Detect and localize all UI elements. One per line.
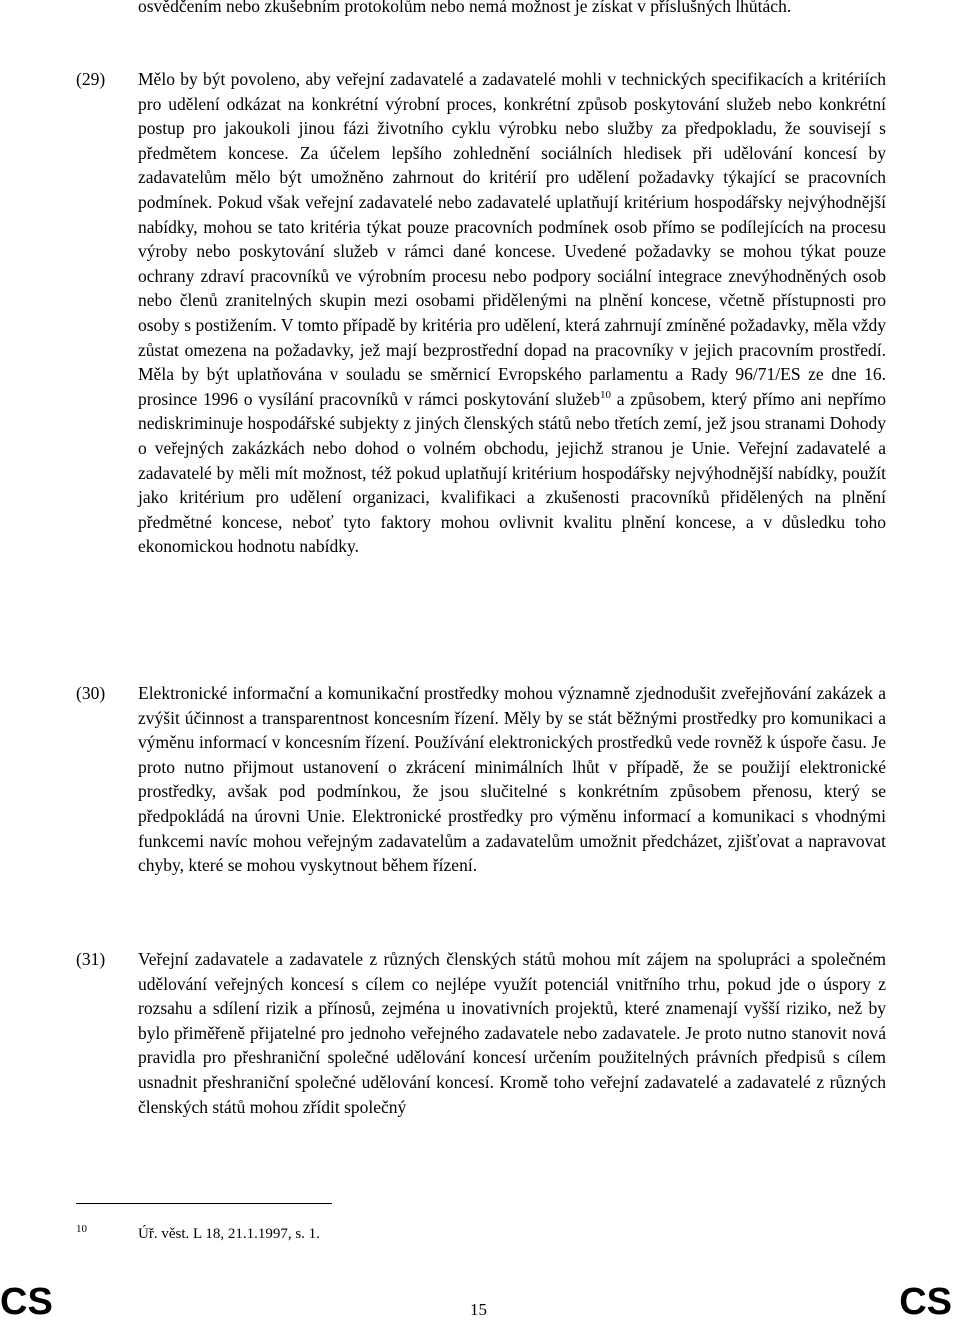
paragraph-text: Elektronické informační a komunikační prostředky mohou významně zjednodušit zveřejňování zakázek a zvýšit účinnost a transparentnost koncesním řízení. Měly by se stát běžnými prostředky pro komunikaci a výměnu informací v koncesním řízení. Používání elektronických prostředků vede rovněž k úspoře času. Je proto nutno přijmout ustanovení o zkrácení minimálních lhůt v případě, že se použijí elektronické prostředky, avšak pod podmínkou, že jsou slučitelné s konkrétním způsobem přenosu, který se předpokládá na úrovni Unie. Elektronické prostředky pro výměnu informací a komunikaci s vhodnými funkcemi navíc mohou veřejným zadavatelům a zadavatelům umožnit předcházet, zjišťovat a napravovat chyby, které se mohou vyskytnout během řízení. bbox=[138, 683, 886, 876]
paragraph-number: (29) bbox=[76, 69, 106, 89]
paragraph-number: (31) bbox=[76, 949, 106, 969]
paragraph-text: Veřejní zadavatele a zadavatele z různých členských států mohou mít zájem na spolupráci a společném udělování veřejných koncesí s cílem co nejlépe využít potenciál vnitřního trhu, pokud jde o úspory z rozsahu a sdílení rizik a přínosů, zejména u inovativních projektů, které znamenají vyšší riziko, než by bylo přiměřeně přijatelné pro jednoho veřejného zadavatele nebo zadavatele. Je proto nutno stanovit nová pravidla pro přeshraniční společné udělování koncesí určením použitelných právních předpisů s cílem usnadnit přeshraniční společné udělování koncesí. Kromě toho veřejní zadavatelé a zadavatelé z různých členských států mohou zřídit společný bbox=[138, 949, 886, 1117]
footnote-separator bbox=[76, 1203, 332, 1204]
footnote-reference[interactable]: 10 bbox=[599, 388, 611, 401]
language-code-left: CS bbox=[0, 1281, 53, 1323]
paragraph-text-part-1: Mělo by být povoleno, aby veřejní zadavatelé a zadavatelé mohli v technických specifikacích a kritériích pro udělení odkázat na konkrétní výrobní proces, konkrétní způsob poskytování služeb nebo konkrétní postup pro jakoukoli jinou fázi životního cyklu výrobku nebo služby za předpokladu, že souvisejí s předmětem koncese. Za účelem lepšího zohlednění sociálních hledisek při udělování koncesí by zadavatelům mělo být umožněno zahrnout do kritérií pro udělení požadavky týkající se pracovních podmínek. Pokud však veřejní zadavatelé nebo zadavatelé uplatňují kritérium hospodářsky nejvýhodnější nabídky, mohou se tato kritéria týkat pouze pracovních podmínek osob přímo se podílejících na procesu výroby nebo poskytování služeb v rámci dané koncese. Uvedené požadavky se mohou týkat pouze ochrany zdraví pracovníků ve výrobním procesu nebo podpory sociální integrace znevýhodněných osob nebo členů zranitelných skupin mezi osobami přidělenými na plnění koncese, včetně přístupnosti pro osoby s postižením. V tomto případě by kritéria pro udělení, která zahrnují zmíněné požadavky, měla vždy zůstat omezena na požadavky, jež mají bezprostřední dopad na pracovníky v jejich pracovním prostředí. Měla by být uplatňována v souladu se směrnicí Evropského parlamentu a Rady 96/71/ES ze dne 16. prosince 1996 o vysílání pracovníků v rámci poskytování služeb bbox=[138, 69, 886, 409]
language-code-right: CS bbox=[899, 1281, 952, 1323]
paragraph-text bbox=[138, 67, 886, 559]
footnote-number: 10 bbox=[76, 1223, 87, 1235]
page-number: 15 bbox=[470, 1300, 487, 1319]
paragraph-text-part-2: a způsobem, který přímo ani nepřímo nediskriminuje hospodářské subjekty z jiných členských států nebo třetích zemí, jež jsou stranami Dohody o veřejných zakázkách nebo dohod o volném obchodu, jejichž stranou je Unie. Veřejní zadavatelé a zadavatelé by měli mít možnost, též pokud uplatňují kritérium hospodářsky nejvýhodnější nabídky, použít jako kritérium pro udělení organizaci, kvalifikaci a zkušenosti pracovníků přidělených na plnění předmětné koncese, neboť tyto faktory mohou ovlivnit kvalitu plnění koncese, a v důsledku toho ekonomickou hodnotu nabídky. bbox=[138, 388, 886, 557]
footnote-text: Úř. věst. L 18, 21.1.1997, s. 1. bbox=[138, 1226, 320, 1242]
paragraph-number: (30) bbox=[76, 683, 106, 703]
continued-paragraph-text: osvědčením nebo zkušebním protokolům nebo nemá možnost je získat v příslušných lhůtách. bbox=[138, 0, 792, 16]
